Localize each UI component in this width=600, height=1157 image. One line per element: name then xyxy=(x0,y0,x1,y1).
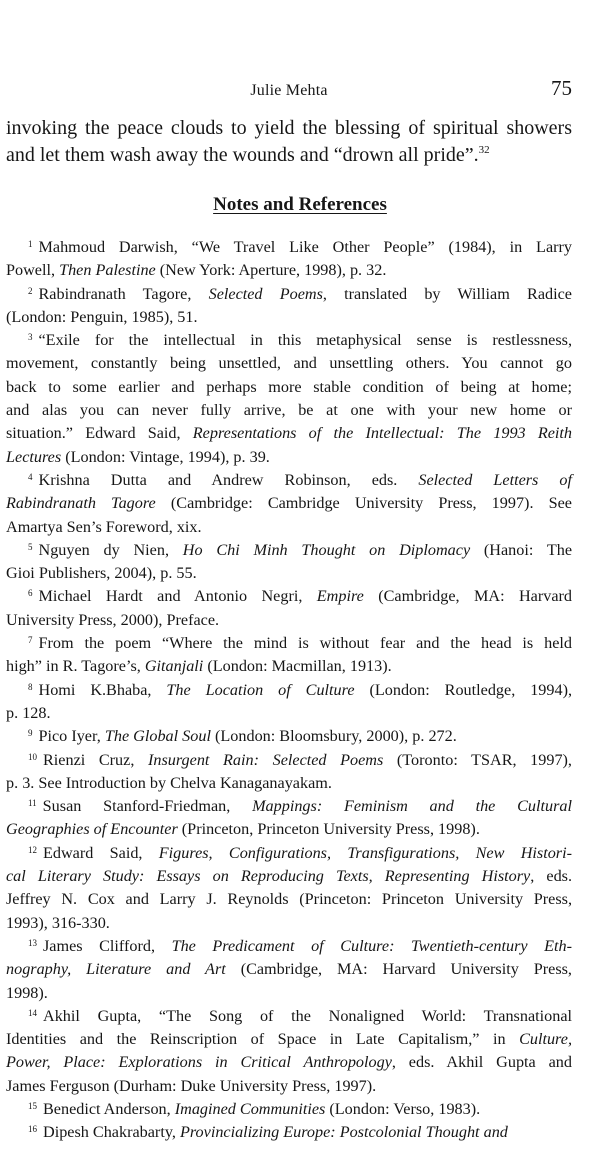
page-number: 75 xyxy=(551,76,572,100)
note-line xyxy=(6,516,572,539)
note-number: 10 xyxy=(28,751,37,762)
note-text: high” in R. Tagore’s, xyxy=(6,657,145,676)
body-line-2 xyxy=(6,142,572,169)
note-line xyxy=(6,958,572,981)
note-text: (Cambridge, MA: Harvard University Press, xyxy=(225,960,572,979)
note-line xyxy=(6,1075,572,1098)
note-line xyxy=(6,655,572,678)
note-text: Dipesh Chakrabarty, xyxy=(43,1123,180,1142)
note-13 xyxy=(6,935,572,1005)
note-line xyxy=(6,399,572,422)
note-text: (London: Macmillan, 1913). xyxy=(203,657,392,676)
running-head: Julie Mehta xyxy=(250,82,328,99)
note-title-text: Gitanjali xyxy=(144,657,204,676)
note-title-text: Geographies of Encounter xyxy=(6,820,178,839)
note-line xyxy=(6,1098,572,1121)
note-title-text: nography, Literature and Art xyxy=(6,960,226,979)
note-5 xyxy=(6,539,572,586)
note-text: University Press, 2000), Preface. xyxy=(6,610,220,629)
note-line xyxy=(6,725,572,748)
note-text: Pico Iyer, xyxy=(38,727,105,746)
note-11 xyxy=(6,795,572,842)
footnote-reference: 32 xyxy=(478,144,490,156)
note-title-text: Ho Chi Minh Thought on Diplomacy xyxy=(182,540,471,559)
note-text: (London: Verso, 1983). xyxy=(325,1099,481,1118)
note-number: 11 xyxy=(28,798,37,809)
note-line xyxy=(6,283,572,306)
note-text: (Toronto: TSAR, 1997), xyxy=(383,750,572,769)
note-line xyxy=(6,1028,572,1051)
note-title-text: Empire xyxy=(316,587,364,606)
note-line xyxy=(6,632,572,655)
note-title-text: Rabindranath Tagore xyxy=(6,494,156,513)
note-line xyxy=(6,329,572,352)
note-line xyxy=(6,935,572,958)
note-text: (Hanoi: The xyxy=(470,540,572,559)
note-6 xyxy=(6,585,572,632)
note-text: , eds. xyxy=(530,867,573,886)
note-text: Akhil Gupta, “The Song of the Nonaligned World: Transnational xyxy=(43,1006,572,1025)
note-line xyxy=(6,865,572,888)
note-2 xyxy=(6,283,572,330)
note-line xyxy=(6,1005,572,1028)
note-line xyxy=(6,446,572,469)
note-text: James Clifford, xyxy=(43,936,172,955)
note-line xyxy=(6,352,572,375)
note-3 xyxy=(6,329,572,469)
note-text: Nguyen dy Nien, xyxy=(38,540,183,559)
note-line xyxy=(6,749,572,772)
note-line xyxy=(6,702,572,725)
note-text: Gioi Publishers, 2004), p. 55. xyxy=(6,564,197,583)
note-title-text: Mappings: Feminism and the Cultural xyxy=(252,797,572,816)
note-10 xyxy=(6,749,572,796)
note-text: James Ferguson (Durham: Duke University Press, 1997). xyxy=(6,1076,377,1095)
note-text: situation.” Edward Said, xyxy=(6,424,193,443)
note-text: p. 128. xyxy=(6,703,51,722)
note-line xyxy=(6,469,572,492)
note-line xyxy=(6,236,572,259)
section-heading: Notes and References xyxy=(213,194,387,215)
note-number: 1 xyxy=(28,239,33,249)
note-number: 12 xyxy=(28,844,37,855)
note-line xyxy=(6,888,572,911)
note-line xyxy=(6,259,572,282)
note-title-text: Imagined Communities xyxy=(174,1099,326,1118)
note-number: 13 xyxy=(28,937,37,948)
note-line xyxy=(6,492,572,515)
note-text: (Princeton, Princeton University Press, 1998). xyxy=(177,820,480,839)
note-title-text: Provincializing Europe: Postcolonial Thought and xyxy=(179,1123,508,1142)
note-number: 8 xyxy=(28,681,33,692)
note-4 xyxy=(6,469,572,539)
note-text: (London: Penguin, 1985), 51. xyxy=(6,307,198,326)
note-text: Susan Stanford-Friedman, xyxy=(42,797,253,816)
note-text: Michael Hardt and Antonio Negri, xyxy=(38,587,317,606)
note-title-text: Selected Letters of xyxy=(418,470,572,489)
note-title-text: The Predicament of Culture: Twentieth-century Eth- xyxy=(171,936,573,955)
note-line xyxy=(6,982,572,1005)
note-line xyxy=(6,609,572,632)
note-16 xyxy=(6,1121,572,1144)
note-number: 7 xyxy=(28,635,33,646)
note-text: back to some earlier and perhaps more stable condition of being at home; xyxy=(6,377,572,396)
note-line xyxy=(6,795,572,818)
note-title-text: Power, Place: Explorations in Critical Anthropology xyxy=(6,1053,392,1072)
note-title-text: Insurgent Rain: Selected Poems xyxy=(147,750,384,769)
note-text: Jeffrey N. Cox and Larry J. Reynolds (Princeton: Princeton University Press, xyxy=(6,890,572,909)
note-text: Rabindranath Tagore, xyxy=(38,284,209,303)
notes-list xyxy=(6,236,572,1145)
note-text: Rienzi Cruz, xyxy=(43,750,148,769)
body-paragraph xyxy=(6,115,572,169)
note-line xyxy=(6,912,572,935)
note-12 xyxy=(6,842,572,935)
note-text: Edward Said, xyxy=(43,843,159,862)
note-title-text: The Global Soul xyxy=(104,727,211,746)
page-header xyxy=(6,76,572,106)
note-line xyxy=(6,562,572,585)
note-title-text: Selected Poems xyxy=(208,284,323,303)
note-number: 15 xyxy=(28,1100,37,1111)
note-line xyxy=(6,306,572,329)
note-text: 1998). xyxy=(6,983,48,1002)
note-9 xyxy=(6,725,572,748)
note-8 xyxy=(6,679,572,726)
note-text: Homi K.Bhaba, xyxy=(38,680,167,699)
note-number: 3 xyxy=(28,332,33,343)
note-line xyxy=(6,585,572,608)
note-text: movement, constantly being unsettled, and unsettling others. You cannot go xyxy=(6,354,572,373)
note-number: 6 xyxy=(28,588,33,599)
note-number: 16 xyxy=(28,1124,37,1135)
note-number: 5 xyxy=(28,541,33,552)
note-text: and alas you can never fully arrive, be at one with your new home or xyxy=(6,401,572,420)
note-text: Krishna Dutta and Andrew Robinson, eds. xyxy=(38,470,419,489)
note-title-text: Representations of the Intellectual: The 1993 Reith xyxy=(192,424,572,443)
note-number: 14 xyxy=(28,1007,37,1018)
note-text: (Cambridge: Cambridge University Press, 1997). See xyxy=(155,494,572,513)
note-line xyxy=(6,842,572,865)
note-line xyxy=(6,818,572,841)
note-line xyxy=(6,1121,572,1144)
note-15 xyxy=(6,1098,572,1121)
note-line xyxy=(6,1051,572,1074)
note-text: , eds. Akhil Gupta and xyxy=(391,1053,572,1072)
note-text: Mahmoud Darwish, “We Travel Like Other People” (1984), in Larry xyxy=(38,238,572,256)
note-14 xyxy=(6,1005,572,1098)
note-text: , translated by William Radice xyxy=(322,284,572,303)
note-text: p. 3. See Introduction by Chelva Kanaganayakam. xyxy=(6,773,332,792)
note-text: (New York: Aperture, 1998), p. 32. xyxy=(155,261,387,280)
note-number: 4 xyxy=(28,471,33,482)
note-text: (London: Bloomsbury, 2000), p. 272. xyxy=(210,727,457,746)
note-text: Identities and the Reinscription of Space in Late Capitalism,” in xyxy=(6,1030,520,1049)
note-title-text: The Location of Culture xyxy=(166,680,355,699)
note-title-text: Figures, Configurations, Transfigurations, New Histori- xyxy=(158,843,572,862)
note-title-text: Lectures xyxy=(6,447,62,466)
note-line xyxy=(6,376,572,399)
note-line xyxy=(6,772,572,795)
note-1 xyxy=(6,236,572,283)
note-title-text: cal Literary Study: Essays on Reproducing Texts, Representing History xyxy=(6,867,531,886)
note-line xyxy=(6,539,572,562)
note-title-text: Then Palestine xyxy=(59,261,156,280)
note-text: Amartya Sen’s Foreword, xix. xyxy=(6,517,202,536)
note-text: From the poem “Where the mind is without fear and the head is held xyxy=(38,634,572,653)
note-number: 2 xyxy=(28,285,33,296)
note-text: (Cambridge, MA: Harvard xyxy=(363,587,572,606)
body-line-2-text: and let them wash away the wounds and “drown all pride”. xyxy=(6,144,479,166)
body-line-1: invoking the peace clouds to yield the blessing of spiritual showers xyxy=(6,117,572,139)
note-line xyxy=(6,422,572,445)
note-text: Powell, xyxy=(6,261,60,280)
note-number: 9 xyxy=(28,728,33,739)
note-text: (London: Routledge, 1994), xyxy=(354,680,573,699)
note-text: Benedict Anderson, xyxy=(43,1099,175,1118)
note-7 xyxy=(6,632,572,679)
note-text: 1993), 316-330. xyxy=(6,913,110,932)
note-line xyxy=(6,679,572,702)
note-text: “Exile for the intellectual in this metaphysical sense is restlessness, xyxy=(38,331,572,350)
note-text: (London: Vintage, 1994), p. 39. xyxy=(61,447,270,466)
note-title-text: Culture, xyxy=(519,1030,572,1049)
